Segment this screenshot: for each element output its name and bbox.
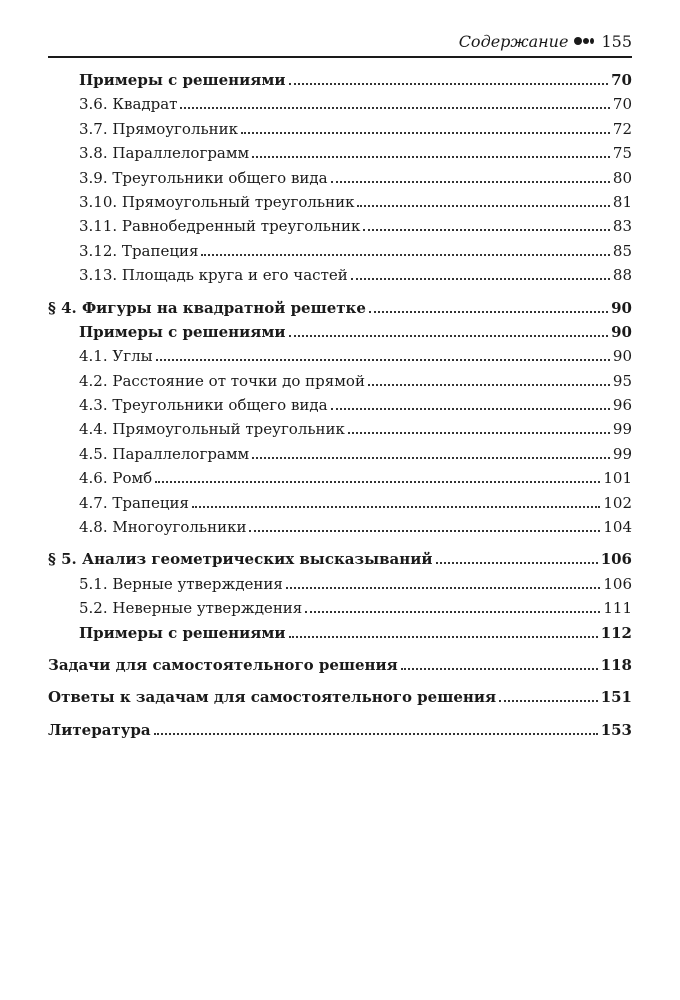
toc-entry [48, 92, 632, 116]
dot-leader [331, 407, 610, 410]
toc-group [48, 68, 632, 288]
dot-leader [289, 334, 609, 337]
toc-group [48, 547, 632, 645]
toc-entry-label: Литература [48, 720, 151, 739]
toc-entry-page: 72 [612, 119, 632, 138]
dot-leader [499, 699, 598, 702]
toc-entry-page: 104 [603, 518, 632, 537]
toc-entry-label: § 4. Фигуры на квадратной решетке [48, 298, 366, 317]
toc-entry-label: 3.10. Прямоугольный треугольник [79, 192, 355, 211]
toc-entry-page: 101 [603, 469, 632, 488]
toc-entry-page: 90 [611, 322, 632, 341]
toc-entry [48, 344, 632, 368]
toc-entry-page: 81 [612, 192, 632, 211]
toc-entry-label: 4.2. Расстояние от точки до прямой [79, 371, 365, 390]
dot-leader [156, 358, 610, 361]
toc-entry-label: Задачи для самостоятельного решения [48, 655, 398, 674]
dot-leader [252, 456, 610, 459]
toc-group [48, 718, 632, 742]
dot-leader [289, 82, 609, 85]
dot-leader [289, 635, 598, 638]
toc-entry-page: 99 [612, 420, 632, 439]
toc-entry-label: 3.12. Трапеция [79, 241, 199, 260]
toc-entry-label: Примеры с решениями [79, 322, 286, 341]
toc-entry [48, 141, 632, 165]
toc-entry [48, 190, 632, 214]
toc-entry-page: 118 [600, 655, 632, 674]
toc-entry-label: 4.4. Прямоугольный треугольник [79, 420, 345, 439]
dot-leader [155, 480, 600, 483]
toc-entry [48, 491, 632, 515]
dot-leader [305, 610, 600, 613]
toc-entry-label: 5.1. Верные утверждения [79, 574, 283, 593]
toc-entry-label: 3.11. Равнобедренный треугольник [79, 217, 361, 236]
toc-entry [48, 417, 632, 441]
toc-entry-page: 112 [600, 623, 632, 642]
toc-entry-label: Примеры с решениями [79, 71, 286, 89]
toc-entry-page: 106 [603, 574, 632, 593]
running-title: Содержание [458, 31, 569, 51]
toc-entry-page: 106 [600, 550, 632, 569]
dot-leader [436, 561, 598, 564]
toc-entry-page: 70 [611, 71, 632, 89]
toc-entry [48, 515, 632, 539]
toc-group [48, 653, 632, 677]
toc-entry-label: 4.1. Углы [79, 347, 153, 366]
page-number: 155 [601, 31, 632, 51]
toc-entry-page: 99 [612, 444, 632, 463]
toc-entry [48, 442, 632, 466]
toc-entry [48, 117, 632, 141]
ornament-dots-icon [574, 37, 595, 45]
toc-entry-label: 4.6. Ромб [79, 469, 153, 488]
dot-leader [192, 505, 600, 508]
toc-entry-page: 83 [612, 217, 632, 236]
toc-group [48, 685, 632, 709]
table-of-contents [48, 68, 632, 742]
toc-entry-label: § 5. Анализ геометрических высказываний [48, 550, 433, 569]
toc-entry [48, 166, 632, 190]
toc-entry [48, 621, 632, 645]
toc-entry-page: 85 [612, 241, 632, 260]
toc-entry-page: 75 [612, 144, 632, 163]
toc-entry [48, 68, 632, 92]
dot-leader [401, 667, 598, 670]
toc-section-heading [48, 685, 632, 709]
dot-leader [180, 106, 609, 109]
dot-leader [201, 253, 609, 256]
dot-leader [252, 155, 610, 158]
toc-entry [48, 369, 632, 393]
dot-leader [357, 204, 609, 207]
dot-leader [368, 383, 610, 386]
toc-entry-page: 88 [612, 266, 632, 285]
toc-entry-label: 4.8. Многоугольники [79, 518, 247, 537]
toc-entry [48, 214, 632, 238]
toc-entry [48, 572, 632, 596]
toc-entry [48, 239, 632, 263]
dot-leader [331, 180, 610, 183]
toc-entry-page: 102 [603, 493, 632, 512]
toc-entry [48, 466, 632, 490]
dot-leader [351, 277, 610, 280]
toc-entry-label: 3.6. Квадрат [79, 95, 178, 114]
toc-section-heading [48, 653, 632, 677]
toc-entry-label: 3.8. Параллелограмм [79, 144, 250, 163]
running-header [48, 26, 632, 58]
toc-entry-label: Ответы к задачам для самостоятельного решения [48, 688, 497, 707]
toc-entry-page: 90 [612, 347, 632, 366]
dot-leader [241, 131, 610, 134]
toc-entry [48, 393, 632, 417]
toc-entry-label: 4.7. Трапеция [79, 493, 189, 512]
dot-leader [369, 310, 608, 313]
toc-entry-label: 3.9. Треугольники общего вида [79, 168, 328, 187]
dot-leader [286, 586, 600, 589]
toc-entry-label: 3.13. Площадь круга и его частей [79, 266, 348, 285]
toc-section-heading [48, 718, 632, 742]
dot-leader [249, 529, 600, 532]
dot-leader [154, 732, 598, 735]
toc-entry [48, 596, 632, 620]
toc-entry-page: 80 [612, 168, 632, 187]
dot-leader [363, 228, 610, 231]
toc-section-heading [48, 547, 632, 571]
toc-group [48, 296, 632, 540]
toc-entry-page: 70 [612, 95, 632, 114]
toc-entry-page: 151 [600, 688, 632, 707]
toc-entry-page: 90 [611, 298, 632, 317]
dot-leader [348, 431, 610, 434]
toc-entry-label: Примеры с решениями [79, 623, 286, 642]
toc-entry-label: 5.2. Неверные утверждения [79, 599, 303, 618]
toc-entry-page: 96 [612, 396, 632, 415]
toc-entry-label: 3.7. Прямоугольник [79, 119, 239, 138]
toc-entry-label: 4.3. Треугольники общего вида [79, 396, 328, 415]
toc-entry-page: 111 [603, 599, 632, 618]
toc-entry [48, 320, 632, 344]
toc-entry-page: 95 [612, 371, 632, 390]
toc-section-heading [48, 296, 632, 320]
toc-entry [48, 263, 632, 287]
toc-entry-label: 4.5. Параллелограмм [79, 444, 250, 463]
toc-entry-page: 153 [600, 720, 632, 739]
